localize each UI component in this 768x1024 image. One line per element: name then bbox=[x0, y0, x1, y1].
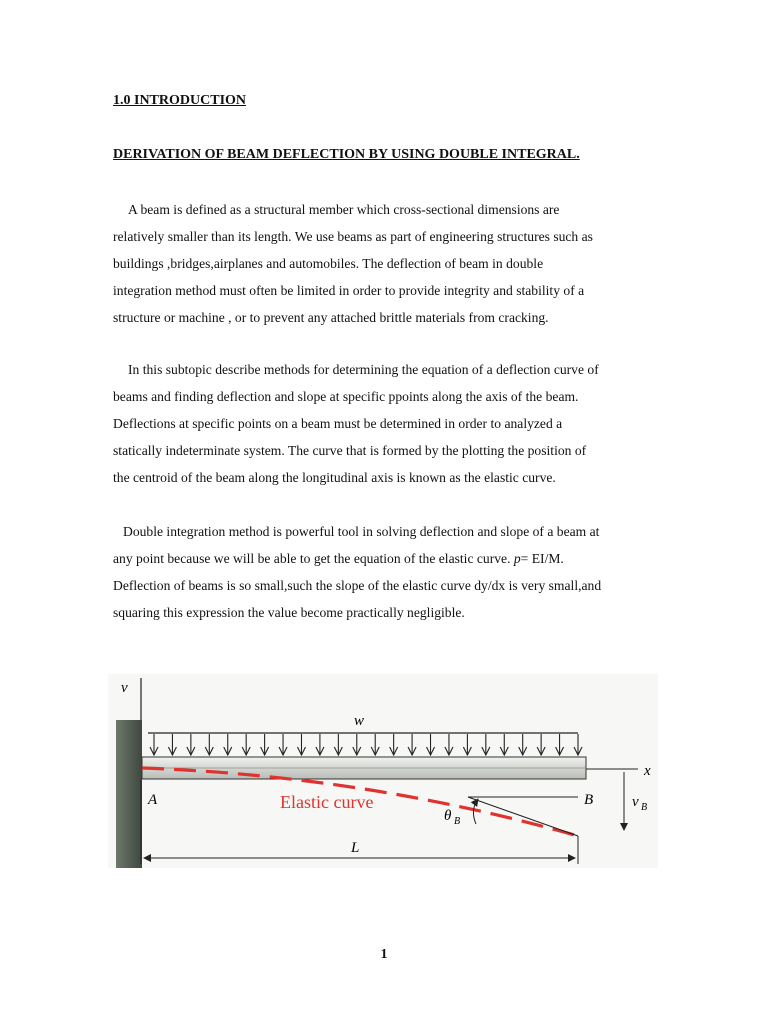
formula-symbol: p bbox=[513, 551, 521, 566]
paragraph-double-integration bbox=[113, 518, 658, 626]
cantilever-beam-figure bbox=[108, 668, 658, 868]
vb-subscript: B bbox=[641, 802, 648, 813]
text-line: A beam is defined as a structural member which cross-sectional dimensions are bbox=[128, 202, 560, 217]
text-line: beams and finding deflection and slope at specific ppoints along the axis of the beam. bbox=[113, 389, 579, 404]
theta-subscript: B bbox=[454, 816, 461, 827]
subtitle-heading: DERIVATION OF BEAM DEFLECTION BY USING DOUBLE INTEGRAL. bbox=[113, 147, 580, 162]
text-line: integration method must often be limited in order to provide integrity and stability of a bbox=[113, 283, 585, 298]
elastic-curve-label: Elastic curve bbox=[280, 792, 374, 812]
text-line bbox=[113, 545, 658, 572]
beam-diagram bbox=[108, 668, 658, 868]
vb-label: v bbox=[632, 794, 639, 810]
text-line-part: any point because we will be able to get the equation of the elastic curve. bbox=[113, 551, 514, 566]
x-axis-label: x bbox=[644, 763, 651, 779]
length-label-l: L bbox=[351, 840, 360, 856]
text-line: buildings ,bridges,airplanes and automobiles. The deflection of beam in double bbox=[113, 256, 544, 271]
paragraph-subtopic bbox=[113, 356, 658, 491]
formula-rest: = EI/M. bbox=[520, 551, 564, 566]
text-line: the centroid of the beam along the longitudinal axis is known as the elastic curve. bbox=[113, 470, 556, 485]
load-label-w: w bbox=[354, 713, 365, 729]
text-line: structure or machine , or to prevent any attached brittle materials from cracking. bbox=[113, 310, 549, 325]
text-line: relatively smaller than its length. We use beams as part of engineering structures such as bbox=[113, 229, 593, 244]
text-line: Double integration method is powerful tool in solving deflection and slope of a beam at bbox=[123, 524, 600, 539]
text-line: statically indeterminate system. The curve that is formed by the plotting the position of bbox=[113, 443, 587, 458]
paragraph-beam-definition bbox=[113, 196, 658, 331]
point-a-label: A bbox=[148, 792, 158, 808]
text-line: squaring this expression the value become practically negligible. bbox=[113, 605, 465, 620]
page-number: 1 bbox=[380, 947, 388, 962]
text-line: Deflections at specific points on a beam must be determined in order to analyzed a bbox=[113, 416, 563, 431]
v-axis-label: v bbox=[121, 680, 128, 696]
theta-label: θ bbox=[444, 808, 452, 824]
point-b-label: B bbox=[584, 792, 594, 808]
text-line: In this subtopic describe methods for determining the equation of a deflection curve of bbox=[128, 362, 599, 377]
fixed-wall bbox=[116, 720, 142, 868]
section-heading: 1.0 INTRODUCTION bbox=[113, 93, 247, 108]
text-line: Deflection of beams is so small,such the slope of the elastic curve dy/dx is very small,and bbox=[113, 578, 602, 593]
